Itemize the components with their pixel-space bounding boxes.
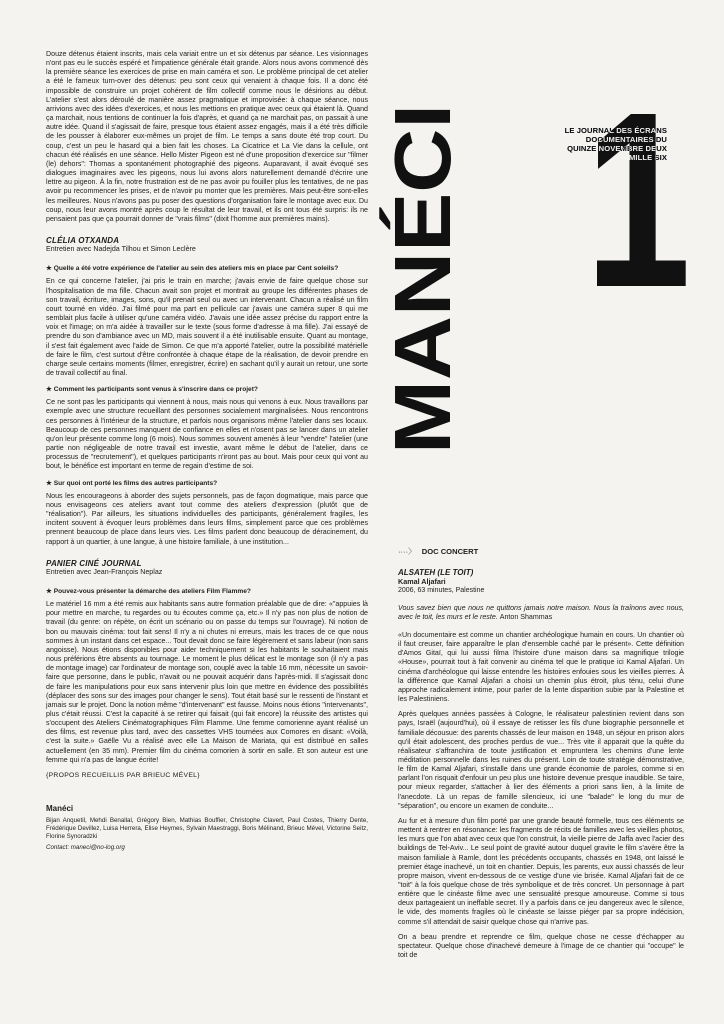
interview-answer: Ce ne sont pas les participants qui viennent à nous, mais nous qui venons à eux. Nous travaillons par exemple avec une structure recueillant des personnes socialement marginalisées. Nous rencontrons ces personnes à l'intérieur de la structure, et parfois nous organisons même l'atelier dans ses locaux. Beaucoup de ces personnes manquent de confiance en elles et n'osent pas se lancer dans un atelier qu'on leur présente comme long (6 mois). Nous sommes souvent amenés à leur "vendre" l'atelier (une partie non négligeable de notre travail est investie, avant même le début de l'atelier, dans ce processus de "recrutement"), et quelques participants n'iront pas au bout. Mais pour ceux qui vont au bout, le bénéfice est important en terme de regain d'estime de soi.	[46, 398, 368, 471]
issue-number	[583, 90, 693, 290]
issue-number-text: 1	[585, 90, 691, 290]
section-subtitle: Entretien avec Jean-François Neplaz	[46, 567, 163, 576]
contact-line: Contact: maneci@no-log.org	[46, 844, 125, 852]
issue-number-graphic	[583, 90, 693, 290]
doc-tag-label: DOC CONCERT	[421, 547, 479, 556]
article-paragraph: On a beau prendre et reprendre ce film, quelque chose ne cesse d'échapper au spectateur. Quelque chose d'inachevé demeure à l'image de ce chantier qui "occupe" le toit de	[398, 932, 684, 960]
arrow-icon: ····〉	[398, 547, 416, 556]
section-title-clelia-otxanda: CLÉLIA OTXANDA	[46, 235, 120, 245]
masthead-title	[374, 88, 474, 458]
signature: {PROPOS RECUEILLIS PAR BRIEUC MÉVEL}	[46, 771, 200, 779]
film-director: Kamal Aljafari	[398, 577, 446, 587]
epigraph-quote: Vous savez bien que nous ne quittons jamais notre maison. Nous la traînons avec nous, avec le toit, les murs et le reste.	[398, 603, 684, 621]
film-title: ALSATEH (LE TOIT)	[398, 568, 474, 578]
epigraph	[398, 604, 684, 622]
interview-answer: Le matériel 16 mm a été remis aux habitants sans autre formation préalable que de dire: «"appuies là pour mettre en marche, tu regardes ou tu écoutes comme ça, etc.» Il n'y pas non plus de notion de travail (du genre: on répète, on écrit un scénario ou on passe du temps sur l'ouvrage). Ni notion de bon ou mauvais cinéma: tout fait sens! Il n'y a ni chutes ni erreurs, mais les traces de ce que nous sommes à un instant dans cet espace... Tout devait donc se faire légèrement et sans labeur (non sans angoisse). Nous étions disponibles pour aider techniquement si les habitants le souhaitaient mais nous préférions être absents au tournage. Le moment le plus délicat est le montage son (il n'y a pas de montage image) car l'ordinateur de montage son, couplé avec la table 16 mm, nécessite un savoir-faire que personne, dans le public, n'avait ou ne pouvait acquérir dans l'après-midi. Il s'agissait donc de faire les manipulations pour eux sans intervenir plus loin que mettre en évidence des possibilités (déplacer des sons sur des images pour changer le sens). Tout était basé sur le ressenti de l'instant et jamais sur le projet. Donc la notion même "d'intervenant" est fausse. Moins nous étions "intervenants", plus c'était réussi. C'est la capacité à se retirer qui faisait (qui fait encore) la réussite des artistes qui s'occupent des Ateliers Cinématographiques Film Flamme. Une femme comorienne ayant réalisé un des films, est revenue plus tard, avec des cassettes VHS tournées aux Comores en disant: «Voilà, c'est la suite.» Gaëlle Vu a réalisé avec elle La Maison de Mariata, qui est distribué en salles actuellement (en 35 mm). Premier film du cinéma comorien à sortir en salle. Et son auteur est une femme qui n'a pas de langue écrite!	[46, 600, 368, 764]
journal-subtitle: LE JOURNAL DES ÉCRANS DOCUMENTAIRES DU QUINZE NOVEMBRE DEUX MILLE SIX	[564, 126, 667, 162]
film-meta: 2006, 63 minutes, Palestine	[398, 587, 485, 595]
interview-answer: En ce qui concerne l'atelier, j'ai pris le train en marche; j'avais envie de faire quelque chose sur l'hospitalisation de ma fille. Chacun avait son projet et montrait au groupe les différentes phases de son travail, écriture, images, sons, qu'il prenait seul ou avec un intervenant. Chacun a réalisé un film court tourné en vidéo. J'ai filmé pour ma part en pellicule car j'avais une caméra super 8 qui me semblait plus facile à utiliser qu'une caméra vidéo. J'avais une idée assez précise du rapport entre la voix et l'image; on m'a aidée à travailler sur le texte (sous forme d'adresse à ma fille). J'ai essayé de prendre du son d'ambiance avec un MD, mais souvent il a été inutilisable ensuite. Quant au montage, il s'est fait également avec l'aide de Simon. Ce que m'a apporté l'atelier, outre la possibilité matérielle de faire le film, c'est surtout d'être confrontée à chaque étape de la réalisation, de devoir prendre en charge seule certains moments (filmer, enregistrer, écrire) en sachant qu'il y aurait un retour, une sorte de travail collectif au final.	[46, 277, 368, 377]
article-paragraph: «Un documentaire est comme un chantier archéologique humain en cours. Un chantier où il faut creuser, faire apparaître le plan d'ensemble caché par le présent». Cette définition d'Amos Gitaï, qui lui aussi filma l'histoire d'une maison dans sa magnifique trilogie «House», pourrait tout à fait convenir au cinéma tel que le pratique ici Kamal Aljafari. Un cinéma d'archéologue qui laisse entendre les histoires enfouies sous les vieilles pierres. À la différence que Kamal Aljafari a choisi un chemin plus étroit, plus ténu, celui d'une approche radicalement intime, pour parler de la lente disparition subie par la Palestine et les Palestiniens.	[398, 630, 684, 704]
interview-answer: Nous les encourageons à aborder des sujets personnels, pas de façon dogmatique, mais parce que nous envisageons ces ateliers avant tout comme des ateliers d'expression (plutôt que de "réalisation"). Par ailleurs, les situations individuelles des participants, généralement fragiles, les incitent souvent à évoquer leurs problèmes dans leurs films, simplement parce que ces problèmes prennent beaucoup de place dans leurs vies. Les films parlent donc beaucoup de déracinement, du rapport à un quartier, à une langue, à une histoire familiale, à une institution...	[46, 491, 368, 546]
masthead-title-graphic	[374, 88, 474, 458]
article-paragraph: Au fur et à mesure d'un film porté par une grande beauté formelle, tous ces éléments se mettent à rentrer en résonance: les fragments de récits de familles avec les vieilles photos, les murs que l'on abat avec ceux que l'on construit, la vieille pierre de Jaffa avec l'acier des buildings de Tel-Aviv... Le seul point de gravité autour duquel gravite le film s'avère être la maison familiale à Ramle, dont les précédents occupants, chassés en 1948, ont laissé le premier étage inachevé, un toit en chantier. Depuis, les parents, eux aussi chassés de leur propre maison, vivent en-dessous de ce vestige d'une vie brisée. Kamal Aljafari fait de ce "toit" à la fois quelque chose de très symbolique et de très concret. Un personnage à part entière que le cinéaste filme avec une sensualité presque amoureuse. Comme si tous deux partageaient un ineffable secret. Il y a parfois dans ce jeu dangereux avec le silence, le vide, des moments fragiles où le cinéaste se laisse piéger par sa propre indécision, comme s'il attendait de saisir quelque chose qui n'arrive pas.	[398, 816, 684, 926]
masthead-title-text: MANÉCI	[378, 138, 467, 454]
interview-question: ★ Pouvez-vous présenter la démarche des ateliers Film Flamme?	[46, 587, 251, 595]
section-title-panier-cine-journal: PANIER CINÉ JOURNAL	[46, 558, 142, 568]
credits-list: Bijan Anquetil, Mehdi Benallal, Grégory Bien, Mathias Bouffier, Christophe Clavert, Paul Costes, Thierry Dente, Frédérique Devillez, Luisa Herrera, Elise Heymes, Sylvain Maestraggi, Boris Mélinand, Brieuc Mével, Victorine Seitz, Florine Synoradzki	[46, 817, 368, 841]
article-paragraph: Après quelques années passées à Cologne, le réalisateur palestinien revient dans son pays, Israël (aujourd'hui), où il essaye de retisser les fils d'une biographie personnelle et familiale décousue: des parents chassés de leur maison en 1948, un séjour en prison alors qu'il était adolescent, des proches perdus de vue... Très vite il apparait que la quête du réalisateur s'affranchira de toute justification et empruntera les chemins d'une lente méditation personnelle dans les ruines du présent. Loin de toute stratégie démonstrative, le film de Kamal Aljafari, s'installe dans une grande économie de paroles, comme si en parlant l'on risquait d'enfouir un peu plus une histoire devenue presque inaudible. Se taire, pour mieux regarder, s'attacher à lier des éléments a priori sans lien, à la limite de l'anecdote. Là un repas de famille silencieux, ici une "balade" le long du mur de "séparation", ou encore un examen de conduite...	[398, 710, 684, 810]
interview-question: ★ Sur quoi ont porté les films des autres participants?	[46, 479, 218, 487]
credits-title: Manéci	[46, 804, 74, 814]
epigraph-author: Anton Shammas	[499, 612, 553, 621]
interview-question: ★ Comment les participants sont venus à s'inscrire dans ce projet?	[46, 386, 258, 394]
left-column	[46, 50, 368, 852]
section-subtitle: Entretien avec Nadejda Tilhou et Simon Leclère	[46, 245, 196, 254]
doc-concert-tag	[398, 547, 684, 556]
interview-question: ★ Quelle a été votre expérience de l'atelier au sein des ateliers mis en place par Cent soleils?	[46, 265, 339, 273]
right-column	[398, 547, 684, 966]
intro-paragraph: Douze détenus étaient inscrits, mais cela variait entre un et six détenus par séance. Les visionnages n'ont pas eu le succès espéré et l'impatience générale était grande. Alors nous avons commencé dès la première séance les exercices de prise en main caméra et son. Le problème principal de cet atelier a été le fameux turn-over des détenus: peu sont ceux qui venaient à chaque fois. Il a donc été impossible de construire un projet cohérent de film collectif comme nous le désirions au début. L'atelier s'est alors déroulé de manière assez pragmatique et improvisée: à chaque séance, nous arrivions avec des idées d'exercices, et nous les mettions en pratique avec ceux qui étaient là. Quand ça marchait, nous tentions de continuer la fois d'après, et quand ça ne marchait pas, on passait à une autre idée. Quand il s'agissait de faire, presque tous étaient assez engagés, mais il a été très difficile de les pousser à élaborer eux-mêmes un projet de film. Le temps a sans doute été trop court. Du coup, c'est un peu le hasard qui a bien fait les choses. La Cicatrice et La Vie dans la cellule, ont chacun été réalisés en une séance. Hello Mister Pigeon est né d'une proposition d'exercice sur "filmer (le) dehors": Thomas a spontanément photographié des pigeons. Auparavant, il avait évoqué ses dialogues imaginaires avec les pigeons, nous lui avons alors naturellement demandé d'écrire une lettre au pigeon. À la fin, notre frustration est de ne pas avoir pu fouiller plus les tentatives, de ne pas avoir pu recommencer les prises, et de n'avoir pu monter que les premières. Mais peut-être sont-elles les meilleures. Nous n'avons pas pu poser des questions d'organisation faire le montage avec eux. Du coup, nous leur avons montré après coup le résultat de leur travail, et ils ont tous été surpris: ils ne pensaient pas que ça pourrait donner de "vrais films" (dixit l'homme aux premières mains).	[46, 50, 368, 223]
